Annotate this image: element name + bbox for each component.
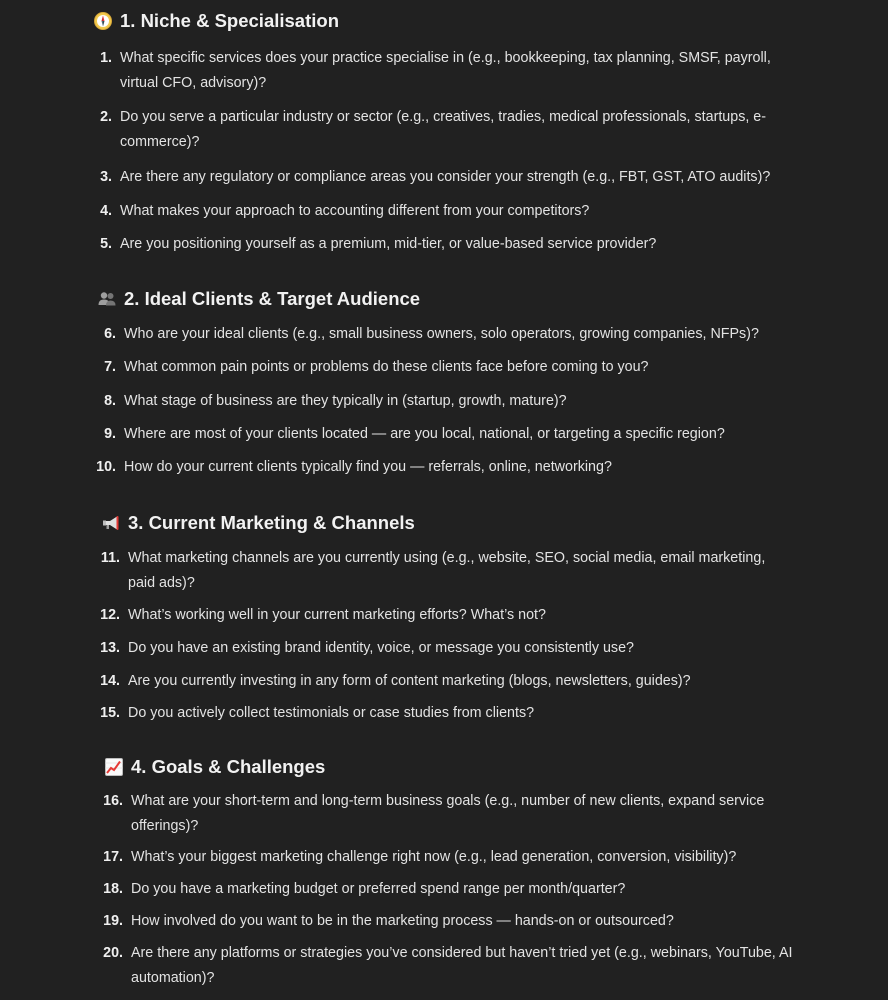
list-item (93, 636, 793, 661)
section-heading (93, 10, 339, 32)
chart-increasing-icon (104, 757, 124, 777)
list-item (93, 603, 793, 628)
list-item (93, 165, 793, 190)
item-text: Do you serve a particular industry or sector (e.g., creatives, tradies, medical professionals, startups, e-commerce)? (120, 109, 767, 150)
list-item (93, 941, 793, 991)
item-text: How do your current clients typically find you — referrals, online, networking? (124, 459, 612, 475)
item-number: 18. (103, 881, 123, 897)
list-item (93, 877, 793, 902)
list-item (93, 701, 793, 726)
people-icon (97, 289, 117, 309)
list-item (93, 422, 793, 447)
item-number: 15. (100, 705, 120, 721)
list-item (93, 105, 793, 155)
item-text: Are you currently investing in any form of content marketing (blogs, newsletters, guides)? (128, 673, 691, 689)
list-item (93, 455, 793, 480)
item-number: 11. (100, 550, 120, 566)
section-title: 3. Current Marketing & Channels (128, 512, 415, 533)
section-heading (97, 288, 420, 310)
section-title: 4. Goals & Challenges (131, 756, 326, 777)
item-number: 14. (100, 673, 120, 689)
item-number: 7. (104, 359, 116, 375)
section-title: 2. Ideal Clients & Target Audience (124, 288, 421, 309)
item-text: What specific services does your practice specialise in (e.g., bookkeeping, tax planning, SMSF, payroll, virtual CFO, advisory)? (120, 50, 771, 91)
item-text: Are there any regulatory or compliance areas you consider your strength (e.g., FBT, GST, ATO audits)? (120, 169, 771, 185)
item-number: 16. (103, 793, 123, 809)
item-number: 19. (103, 913, 123, 929)
item-number: 3. (100, 169, 112, 185)
item-text: What are your short-term and long-term business goals (e.g., number of new clients, expand service offerings)? (131, 793, 765, 834)
megaphone-icon (101, 513, 121, 533)
list-item (93, 355, 793, 380)
item-text: What’s working well in your current marketing efforts? What’s not? (128, 607, 546, 623)
section-heading (101, 512, 415, 534)
item-text: Where are most of your clients located — are you local, national, or targeting a specific region? (124, 426, 725, 442)
list-item (93, 546, 793, 596)
item-text: Who are your ideal clients (e.g., small business owners, solo operators, growing companies, NFPs)? (124, 326, 759, 342)
item-number: 5. (100, 236, 112, 252)
item-number: 13. (100, 640, 120, 656)
item-text: Are there any platforms or strategies you’ve considered but haven’t tried yet (e.g., webinars, YouTube, AI automation)? (131, 945, 793, 986)
list-item (93, 46, 793, 96)
item-number: 9. (104, 426, 116, 442)
item-number: 2. (100, 109, 112, 125)
item-number: 1. (100, 50, 112, 66)
item-text: Do you have an existing brand identity, voice, or message you consistently use? (128, 640, 634, 656)
item-text: What common pain points or problems do these clients face before coming to you? (124, 359, 649, 375)
item-text: How involved do you want to be in the marketing process — hands-on or outsourced? (131, 913, 674, 929)
item-number: 10. (96, 459, 116, 475)
list-item (93, 389, 793, 414)
item-number: 8. (104, 393, 116, 409)
list-item (93, 789, 793, 839)
list-item (93, 322, 793, 347)
list-item (93, 232, 793, 257)
list-item (93, 909, 793, 934)
item-number: 6. (104, 326, 116, 342)
item-number: 17. (103, 849, 123, 865)
item-text: What stage of business are they typically in (startup, growth, mature)? (124, 393, 567, 409)
item-text: Are you positioning yourself as a premium, mid-tier, or value-based service provider? (120, 236, 657, 252)
item-text: What’s your biggest marketing challenge right now (e.g., lead generation, conversion, visibility)? (131, 849, 737, 865)
item-text: What marketing channels are you currently using (e.g., website, SEO, social media, email marketing, paid ads)? (128, 550, 766, 591)
item-number: 12. (100, 607, 120, 623)
list-item (93, 669, 793, 694)
item-text: What makes your approach to accounting different from your competitors? (120, 203, 590, 219)
list-item (93, 199, 793, 224)
compass-icon (93, 11, 113, 31)
section-title: 1. Niche & Specialisation (120, 10, 339, 31)
item-text: Do you actively collect testimonials or case studies from clients? (128, 705, 535, 721)
section-heading (104, 756, 325, 778)
item-text: Do you have a marketing budget or preferred spend range per month/quarter? (131, 881, 626, 897)
item-number: 20. (103, 945, 123, 961)
list-item (93, 845, 793, 870)
item-number: 4. (100, 203, 112, 219)
